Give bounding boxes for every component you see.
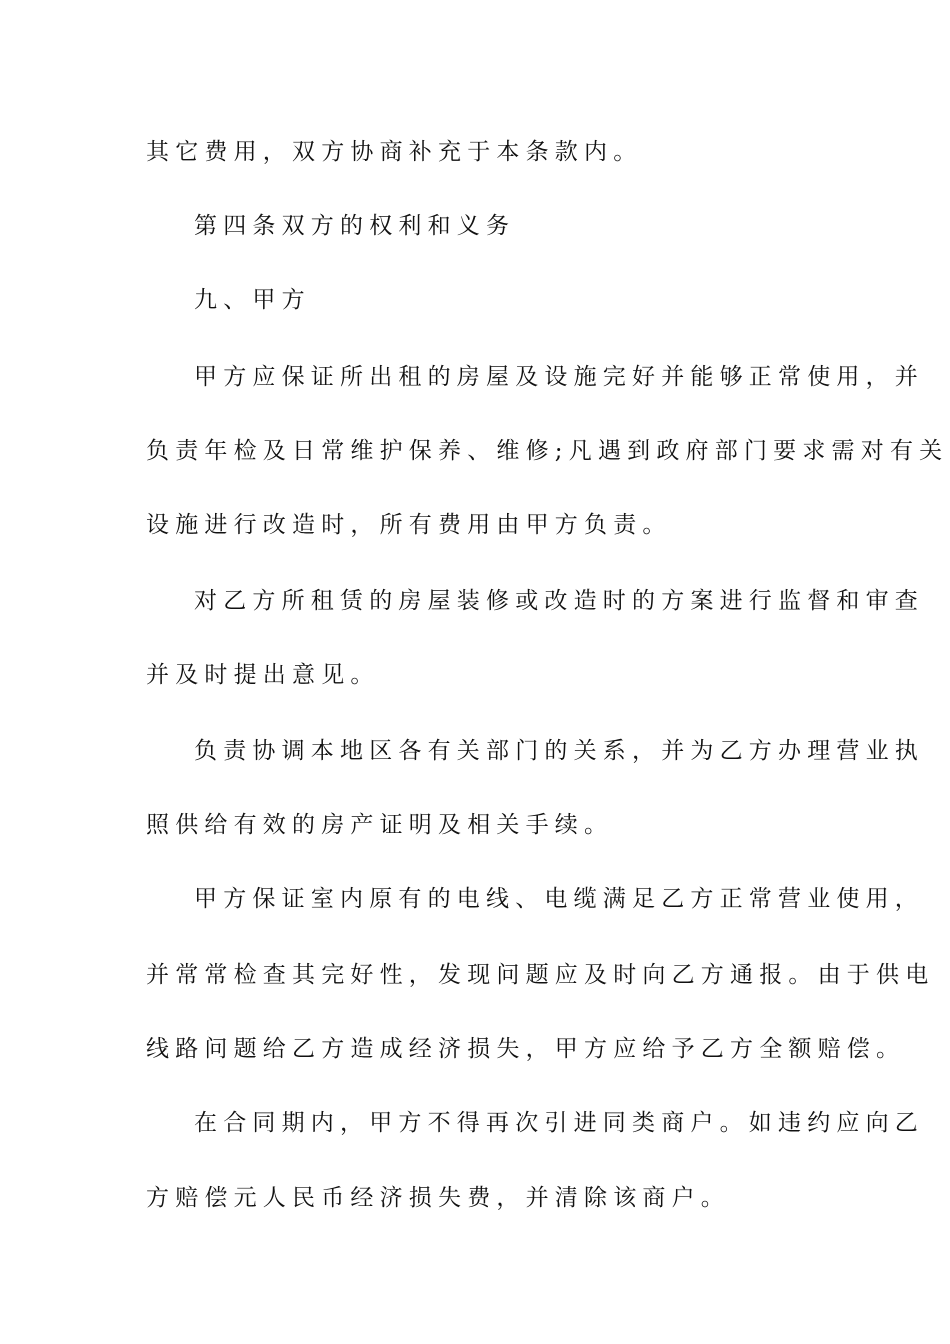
section-heading: 九、甲方 xyxy=(194,287,311,313)
text-line: 其它费用，双方协商补充于本条款内。 xyxy=(146,139,643,165)
article-heading: 第四条双方的权利和义务 xyxy=(194,213,516,239)
paragraph-line: 设施进行改造时，所有费用由甲方负责。 xyxy=(146,512,672,538)
paragraph-line: 对乙方所租赁的房屋装修或改造时的方案进行监督和审查 xyxy=(194,588,924,614)
paragraph-line: 在合同期内，甲方不得再次引进同类商户。如违约应向乙 xyxy=(194,1110,924,1136)
paragraph-line: 负责协调本地区各有关部门的关系，并为乙方办理营业执 xyxy=(194,738,924,764)
paragraph-line: 负责年检及日常维护保养、维修;凡遇到政府部门要求需对有关 xyxy=(146,438,949,464)
paragraph-line: 并及时提出意见。 xyxy=(146,662,380,688)
paragraph-line: 照供给有效的房产证明及相关手续。 xyxy=(146,812,614,838)
paragraph-line: 甲方保证室内原有的电线、电缆满足乙方正常营业使用， xyxy=(194,886,924,912)
paragraph-line: 线路问题给乙方造成经济损失，甲方应给予乙方全额赔偿。 xyxy=(146,1036,906,1062)
paragraph-line: 方赔偿元人民币经济损失费，并清除该商户。 xyxy=(146,1185,730,1211)
paragraph-line: 甲方应保证所出租的房屋及设施完好并能够正常使用，并 xyxy=(194,364,924,390)
paragraph-line: 并常常检查其完好性，发现问题应及时向乙方通报。由于供电 xyxy=(146,962,935,988)
